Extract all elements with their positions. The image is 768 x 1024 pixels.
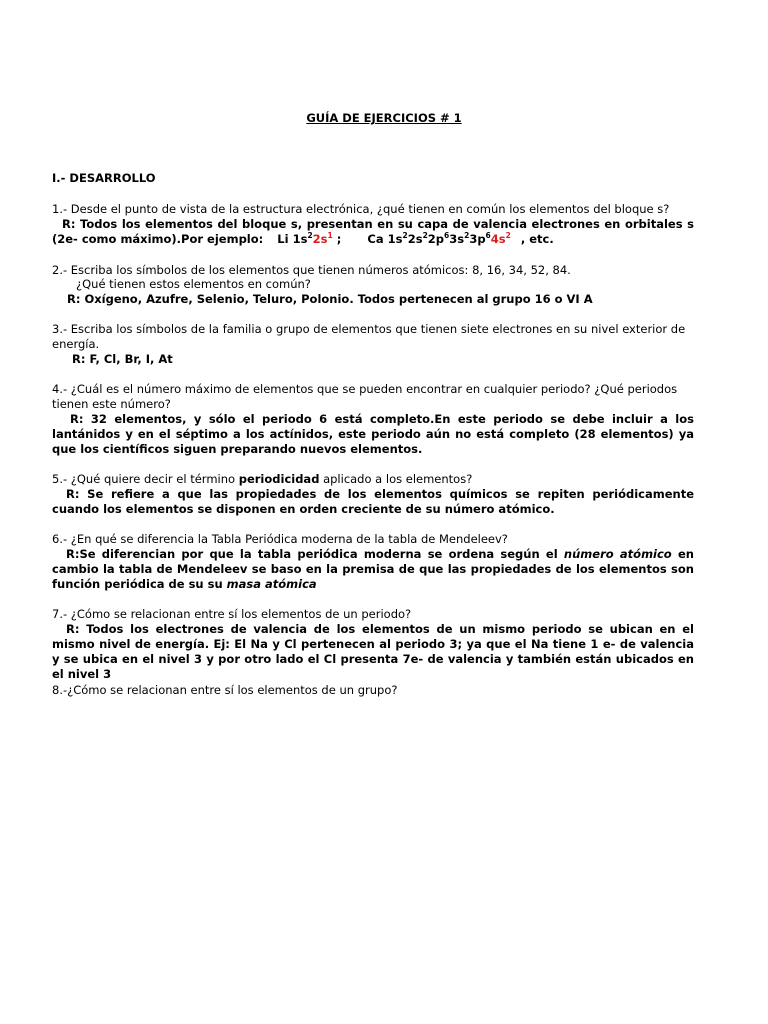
emph-masa-atomica: masa atómica <box>226 577 317 591</box>
question-5-after: aplicado a los elementos? <box>323 472 473 486</box>
question-4: 4.- ¿Cuál es el número máximo de elementos que se pueden encontrar en cualquier periodo? ¿Qué periodos tienen este número? <box>52 382 678 411</box>
ca-symbol: Ca <box>367 232 384 246</box>
answer-5: R: Se refiere a que las propiedades de los elementos químicos se repiten periódicamente cuando los elementos se disponen en orden creciente de su número atómico. <box>52 487 694 516</box>
answer-7: R: Todos los electrones de valencia de los elementos de un mismo periodo se ubican en el mismo nivel de energía. Ej: El Na y Cl pertenecen al periodo 3; ya que el Na tiene 1 e- de valencia y se ubica en el nivel 3 y por otro lado el Cl presenta 7e- de valencia y también están ubicados en el nivel 3 <box>52 622 694 681</box>
answer-4: R: 32 elementos, y sólo el periodo 6 está completo.En este periodo se debe incluir a los lantánidos y en el séptimo a los actínidos, este periodo aún no está completo (28 elementos) ya que los científicos siguen preparando nuevos elementos. <box>52 412 694 456</box>
question-1: 1.- Desde el punto de vista de la estructura electrónica, ¿qué tienen en común los elementos del bloque s? <box>52 202 670 216</box>
question-5 <box>52 472 694 487</box>
emph-numero-atomico: número atómico <box>563 547 672 561</box>
answer-6-part-b: en cambio la tabla de Mendeleev se baso en la premisa de que las propiedades de los elementos son función periódica de su su <box>52 547 694 591</box>
li-config: $1s^22s^1$ <box>292 231 333 246</box>
answer-2: R: Oxígeno, Azufre, Selenio, Teluro, Polonio. Todos pertenecen al grupo 16 o VI A <box>67 292 593 306</box>
etc-text: , etc. <box>520 232 554 246</box>
li-symbol: Li <box>277 232 289 246</box>
term-periodicidad: periodicidad <box>238 472 320 486</box>
question-8: 8.-¿Cómo se relacionan entre sí los elementos de un grupo? <box>52 683 398 697</box>
answer-6-part-a: R:Se diferencian por que la tabla periódica moderna se ordena según el <box>66 547 558 561</box>
question-3: 3.- Escriba los símbolos de la familia o grupo de elementos que tienen siete electrones en su nivel exterior de energía. <box>52 322 686 351</box>
document-title: GUÍA DE EJERCICIOS # 1 <box>306 111 462 125</box>
question-5-before: 5.- ¿Qué quiere decir el término <box>52 472 236 486</box>
answer-3: R: F, Cl, Br, I, At <box>72 352 173 366</box>
question-7: 7.- ¿Cómo se relacionan entre sí los elementos de un periodo? <box>52 607 412 621</box>
answer-1-intro: R: Todos los elementos del bloque s, presentan en su capa de valencia electrones en orbitales s (2e- como máximo).Por ejemplo: <box>52 217 694 246</box>
section-heading: I.- DESARROLLO <box>52 171 156 185</box>
question-6: 6.- ¿En qué se diferencia la Tabla Periódica moderna de la tabla de Mendeleev? <box>52 532 508 546</box>
question-2-sub: ¿Qué tienen estos elementos en común? <box>76 277 311 291</box>
ca-config: $1s^22s^22p^63s^23p^64s^2$ <box>387 231 511 246</box>
answer-6 <box>52 547 694 592</box>
question-2: 2.- Escriba los símbolos de los elementos que tienen números atómicos: 8, 16, 34, 52, 84. <box>52 263 571 277</box>
separator: ; <box>336 232 342 246</box>
answer-1 <box>52 217 694 247</box>
